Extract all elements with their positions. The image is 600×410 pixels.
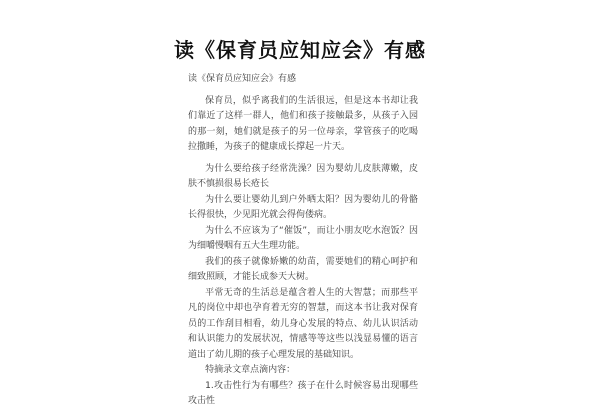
paragraph-seedlings: 我们的孩子就像娇嫩的幼苗，需要她们的精心呵护和细致照顾，才能长成参天大树。 bbox=[188, 256, 418, 282]
document-body bbox=[188, 72, 418, 410]
paragraph-wisdom: 平常无奇的生活总是蕴含着人生的大智慧；而那些平凡的岗位中却也孕育着无穷的智慧，而这本书让我对保育员的工作刮目相看，幼儿身心发展的特点、幼儿认识活动和认识能力的发展状况，情感等等这些以浅显易懂的语言道出了幼儿期的孩子心理发展的基础知识。 bbox=[188, 287, 418, 360]
paragraph-intro: 保育员，似乎离我们的生活很远，但是这本书却让我们靠近了这样一群人，他们和孩子接触最多，从孩子入园的那一刻，她们就是孩子的另一位母亲，掌管孩子的吃喝拉撒睡，为孩子的健康成长撑起一片天。 bbox=[188, 95, 418, 152]
paragraph-bathing: 为什么要给孩子经常洗澡？因为婴幼儿皮肤薄嫩，皮肤不慎损很易长疮长 bbox=[188, 163, 418, 189]
document-subtitle: 读《保育员应知应会》有感 bbox=[188, 74, 297, 84]
page-title: 读《保育员应知应会》有感 bbox=[174, 38, 426, 62]
paragraph-chewing: 为什么不应该为了“催饭”，而让小朋友吃水泡饭？因为细嚼慢咽有五大生理功能。 bbox=[188, 225, 418, 251]
paragraph-excerpt-intro: 特摘录文章点滴内容： bbox=[205, 365, 296, 375]
paragraph-sunlight: 为什么要让婴幼儿到户外晒太阳？因为婴幼儿的骨骼长得很快，少见阳光就会得佝偻病。 bbox=[188, 194, 418, 220]
paragraph-excerpt-item: 1.攻击性行为有哪些？孩子在什么时候容易出现哪些攻击性 bbox=[188, 380, 418, 406]
